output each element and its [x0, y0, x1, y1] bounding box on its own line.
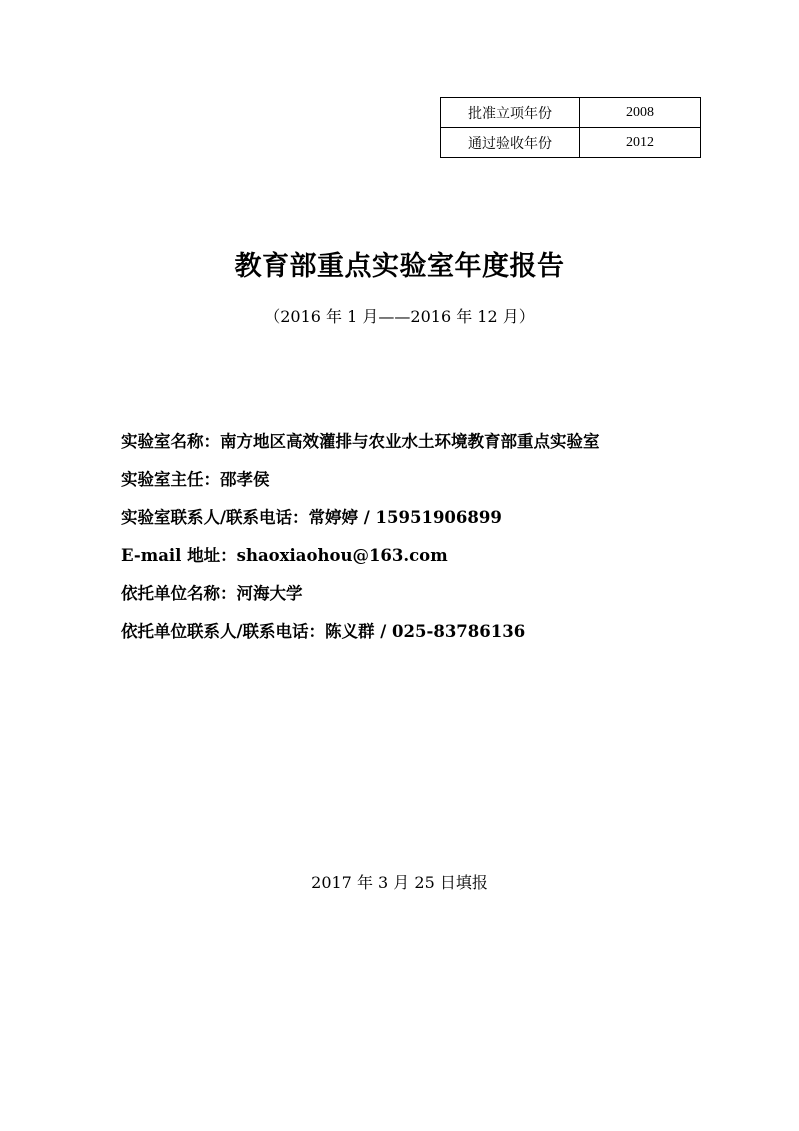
project-years-table [440, 97, 701, 158]
report-title: 教育部重点实验室年度报告 [234, 251, 565, 282]
table-row [441, 98, 701, 128]
host-contact-value: 陈义群 / 025-83786136 [325, 622, 526, 641]
report-period: （2016 年 1 月——2016 年 12 月） [264, 307, 535, 326]
approval-year-label: 批准立项年份 [441, 98, 580, 128]
table-row [441, 128, 701, 158]
host-value: 河海大学 [236, 584, 303, 603]
host-label: 依托单位名称： [121, 584, 237, 603]
lab-info-block [121, 428, 600, 656]
lab-name-line [121, 428, 600, 466]
acceptance-year-label: 通过验收年份 [441, 128, 580, 158]
approval-year-value: 2008 [580, 98, 701, 128]
email-line [121, 542, 600, 580]
director-value: 邵孝侯 [220, 470, 270, 489]
contact-value: 常婷婷 / 15951906899 [308, 508, 502, 527]
acceptance-year-value: 2012 [580, 128, 701, 158]
email-value: shaoxiaohou@163.com [236, 546, 448, 565]
lab-name-value: 南方地区高效灌排与农业水土环境教育部重点实验室 [220, 432, 600, 451]
fill-date: 2017 年 3 月 25 日填报 [311, 873, 488, 892]
email-label: E-mail 地址： [121, 546, 237, 565]
contact-label: 实验室联系人/联系电话： [121, 508, 309, 527]
host-contact-line [121, 618, 600, 656]
director-line [121, 466, 600, 504]
host-contact-label: 依托单位联系人/联系电话： [121, 622, 326, 641]
lab-name-label: 实验室名称： [121, 432, 220, 451]
director-label: 实验室主任： [121, 470, 220, 489]
host-line [121, 580, 600, 618]
contact-line [121, 504, 600, 542]
